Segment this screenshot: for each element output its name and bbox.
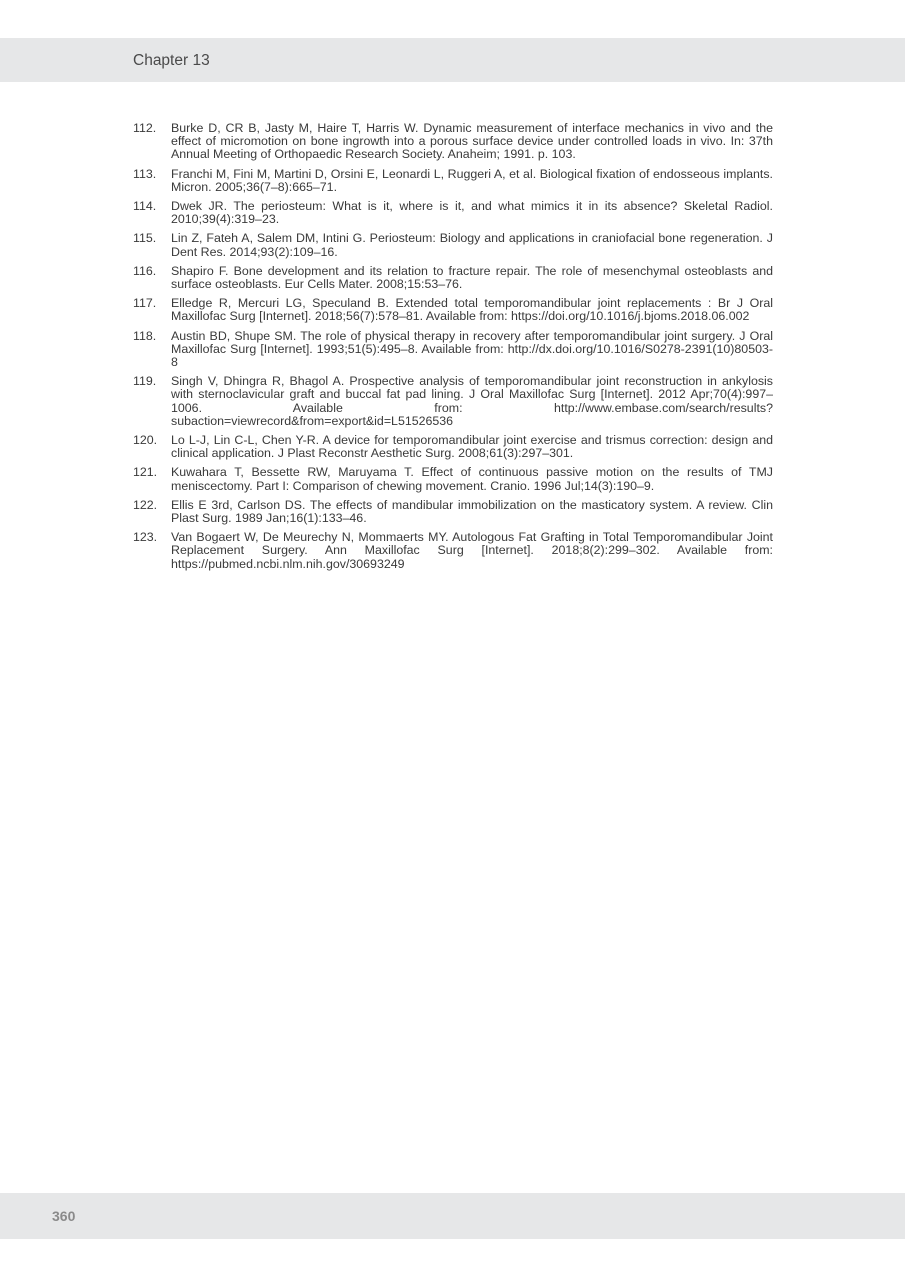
reference-item	[133, 434, 773, 460]
reference-text: Van Bogaert W, De Meurechy N, Mommaerts MY. Autologous Fat Grafting in Total Temporomandibular Joint Replacement Surgery. Ann Maxillofac Surg [Internet]. 2018;8(2):299–302. Available from: https://pubmed.ncbi.nlm.nih.gov/30693249	[171, 530, 773, 571]
page-footer	[0, 1193, 905, 1239]
reference-text: Lin Z, Fateh A, Salem DM, Intini G. Periosteum: Biology and applications in craniofacial bone regeneration. J Dent Res. 2014;93(2):109–16.	[171, 231, 773, 259]
reference-number: 115.	[133, 231, 157, 246]
reference-item	[133, 466, 773, 492]
page-number: 360	[52, 1208, 76, 1224]
reference-text: Ellis E 3rd, Carlson DS. The effects of mandibular immobilization on the masticatory system. A review. Clin Plast Surg. 1989 Jan;16(1):133–46.	[171, 497, 773, 526]
reference-item	[133, 200, 773, 226]
reference-text: Franchi M, Fini M, Martini D, Orsini E, Leonardi L, Ruggeri A, et al. Biological fixation of endosseous implants. Micron. 2005;36(7–8):665–71.	[171, 166, 773, 194]
reference-text: Dwek JR. The periosteum: What is it, where is it, and what mimics it in its absence? Skeletal Radiol. 2010;39(4):319–23.	[171, 199, 773, 227]
reference-number: 123.	[133, 530, 158, 545]
reference-number: 118.	[133, 328, 157, 343]
reference-text: Shapiro F. Bone development and its relation to fracture repair. The role of mesenchymal osteoblasts and surface osteoblasts. Eur Cells Mater. 2008;15:53–76.	[171, 263, 773, 292]
reference-item	[133, 499, 773, 525]
reference-item	[133, 330, 773, 370]
reference-number: 116.	[133, 263, 157, 278]
reference-list	[133, 122, 773, 577]
page-header	[0, 38, 905, 82]
reference-number: 120.	[133, 433, 158, 448]
reference-number: 119.	[133, 374, 157, 389]
reference-number: 114.	[133, 199, 157, 214]
reference-number: 113.	[133, 166, 157, 181]
reference-item	[133, 168, 773, 194]
reference-text: Kuwahara T, Bessette RW, Maruyama T. Effect of continuous passive motion on the results of TMJ meniscectomy. Part I: Comparison of chewing movement. Cranio. 1996 Jul;14(3):190–9.	[171, 465, 773, 493]
reference-item	[133, 297, 773, 323]
reference-item	[133, 232, 773, 258]
reference-number: 112.	[133, 121, 157, 135]
reference-text: Burke D, CR B, Jasty M, Haire T, Harris W. Dynamic measurement of interface mechanics in vivo and the effect of micromotion on bone ingrowth into a porous surface device under controlled loads in vivo. In: 37th Annual Meeting of Orthopaedic Research Society. Anaheim; 1991. p. 103.	[171, 121, 773, 162]
reference-item	[133, 265, 773, 291]
reference-text: Lo L-J, Lin C-L, Chen Y-R. A device for temporomandibular joint exercise and trismus correction: design and clinical application. J Plast Reconstr Aesthetic Surg. 2008;61(3):297–301.	[171, 433, 773, 461]
reference-text: Elledge R, Mercuri LG, Speculand B. Extended total temporomandibular joint replacements : Br J Oral Maxillofac Surg [Internet]. 2018;56(7):578–81. Available from: https://doi.org/10.1016/j.bjoms.2018.06.002	[171, 296, 773, 324]
reference-number: 117.	[133, 296, 157, 311]
chapter-title: Chapter 13	[133, 52, 210, 69]
reference-text: Austin BD, Shupe SM. The role of physical therapy in recovery after temporomandibular joint surgery. J Oral Maxillofac Surg [Internet]. 1993;51(5):495–8. Available from: http://dx.doi.org/10.1016/S0278-2391(10)80503-8	[171, 328, 773, 370]
reference-item	[133, 375, 773, 428]
reference-number: 121.	[133, 465, 158, 480]
reference-number: 122.	[133, 497, 158, 512]
reference-text: Singh V, Dhingra R, Bhagol A. Prospective analysis of temporomandibular joint reconstruction in ankylosis with sternoclavicular graft and buccal fat pad lining. J Oral Maxillofac Surg [Internet]. 2012 Apr;70(4):997–1006. Available from: http://www.embase.com/search/results?subaction=viewrecord&from=export&id=L51526536	[171, 374, 773, 428]
reference-item	[133, 122, 773, 162]
reference-item	[133, 531, 773, 571]
